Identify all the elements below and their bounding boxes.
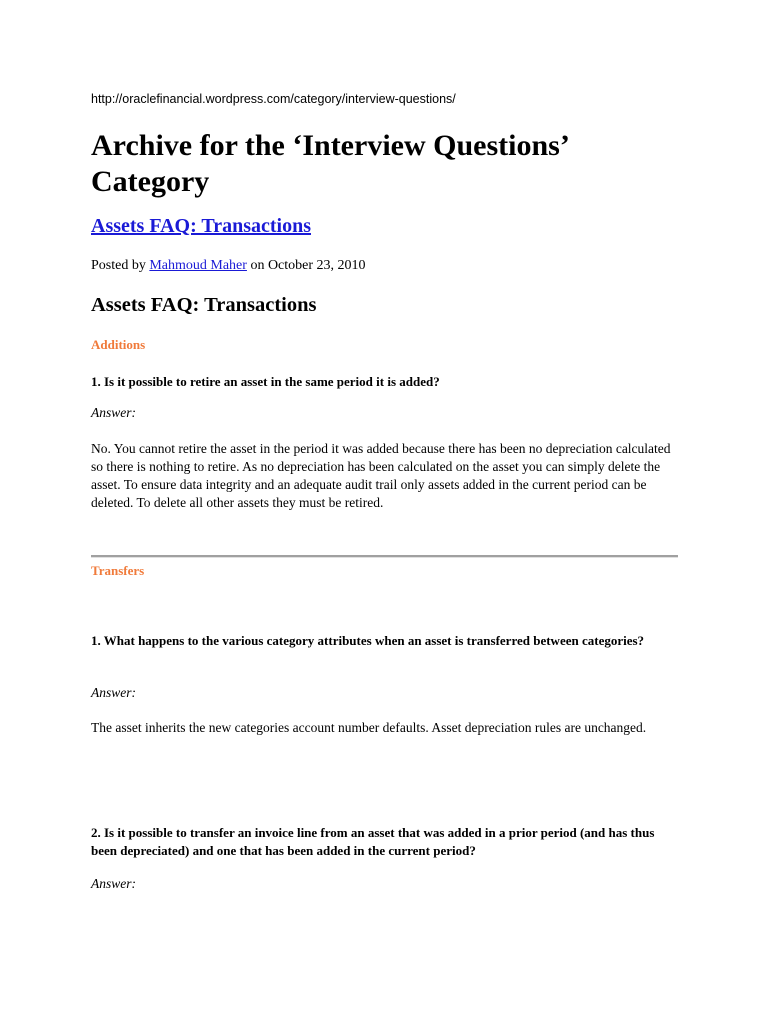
answer-label-transfers-2: Answer: (91, 876, 136, 891)
answer-label-transfers-1: Answer: (91, 685, 136, 700)
post-meta (91, 258, 366, 274)
posted-by-prefix: Posted by (91, 258, 150, 273)
horizontal-divider (91, 555, 678, 558)
question-additions-1: 1. Is it possible to retire an asset in the same period it is added? (91, 374, 440, 389)
section-label-transfers: Transfers (91, 563, 145, 578)
section-label-additions: Additions (91, 337, 146, 352)
answer-transfers-1: The asset inherits the new categories account number defaults. Asset depreciation rules are unchanged. (91, 720, 647, 735)
question-transfers-2: 2. Is it possible to transfer an invoice line from an asset that was added in a prior period (and has thus been depreciated) and one that has been added in the current period? (91, 825, 655, 858)
posted-date: on October 23, 2010 (246, 258, 366, 273)
question-transfers-1: 1. What happens to the various category attributes when an asset is transferred between categories? (91, 633, 645, 648)
post-title-link[interactable]: Assets FAQ: Transactions (91, 215, 311, 237)
author-link[interactable]: Mahmoud Maher (149, 258, 247, 273)
answer-additions-1: No. You cannot retire the asset in the period it was added because there has been no depreciation calculated so there is nothing to retire. As no depreciation has been calculated on the asset you can simply delete the asset. To ensure data integrity and an adequate audit trail only assets added in the current period can be deleted. To delete all other assets they must be retired. (91, 441, 671, 510)
answer-label-additions-1: Answer: (91, 405, 136, 420)
archive-title: Archive for the ‘Interview Questions’ Category (91, 129, 568, 198)
post-heading: Assets FAQ: Transactions (91, 294, 317, 316)
source-url: http://oraclefinancial.wordpress.com/category/interview-questions/ (91, 92, 456, 106)
